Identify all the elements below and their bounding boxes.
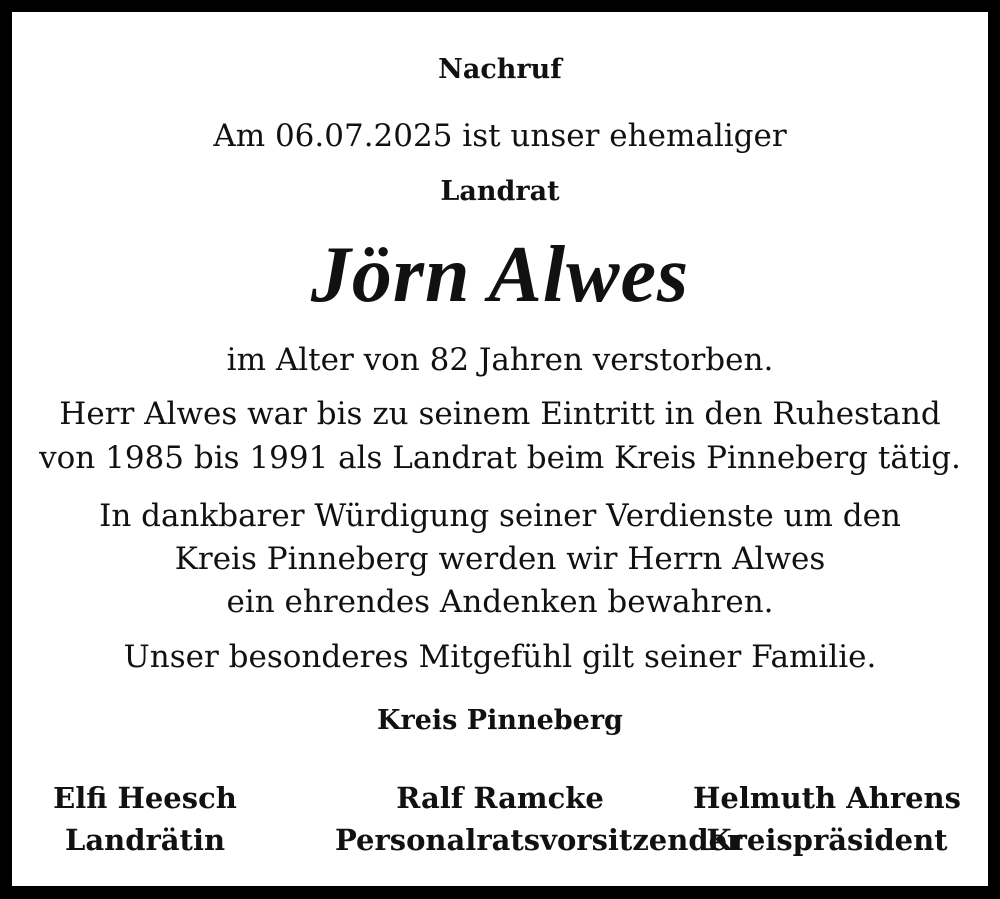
sympathy-line: Unser besonderes Mitgefühl gilt seiner Familie. [123,639,877,675]
signatory-role: Kreispräsident [706,823,948,857]
gratitude-line-2: Kreis Pinneberg werden wir Herrn Alwes [174,541,826,577]
intro-line: Am 06.07.2025 ist unser ehemaliger [213,118,787,154]
title-line: Landrat [440,176,560,207]
signatory-1 [0,777,310,861]
deceased-name: Jörn Alwes [310,231,690,319]
signatory-name: Ralf Ramcke [396,781,604,815]
signatory-role: Personalratsvorsitzender [335,823,743,857]
heading: Nachruf [438,54,562,85]
gratitude-line-3: ein ehrendes Andenken bewahren. [226,584,774,620]
career-line-1: Herr Alwes war bis zu seinem Eintritt in den Ruhestand [59,396,941,432]
signatory-2 [335,777,743,861]
signatory-name: Helmuth Ahrens [693,781,961,815]
signatory-role: Landrätin [64,823,226,857]
signatory-3 [662,777,992,861]
signatory-name: Elfi Heesch [53,781,237,815]
gratitude-line-1: In dankbarer Würdigung seiner Verdienste um den [99,498,901,534]
organization: Kreis Pinneberg [377,705,623,736]
age-line: im Alter von 82 Jahren verstorben. [226,342,774,378]
obituary-notice [12,12,988,886]
career-line-2: von 1985 bis 1991 als Landrat beim Kreis Pinneberg tätig. [39,440,961,476]
